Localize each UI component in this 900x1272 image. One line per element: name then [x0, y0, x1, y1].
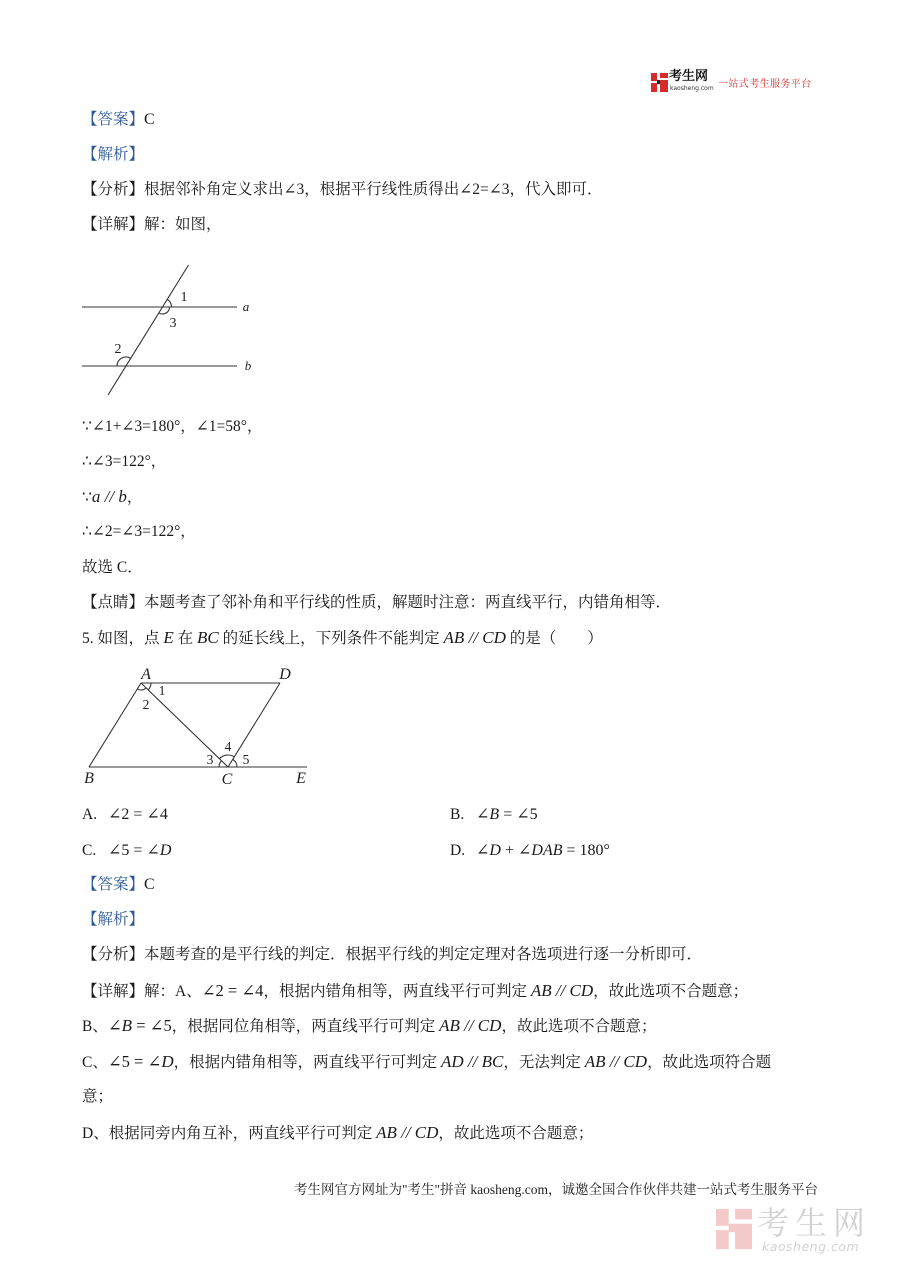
q5-detail-c [82, 1052, 771, 1072]
q5-detail-d [82, 1123, 593, 1143]
q4-xiangjie [82, 215, 222, 235]
math-var: b [118, 487, 127, 506]
q4-fenxi [82, 180, 602, 200]
q4-step-4: ∴∠2=∠3=122°， [82, 523, 196, 540]
label-angle-1: 1 [158, 683, 166, 698]
option-b [450, 805, 538, 825]
label-angle-1: 1 [180, 290, 188, 305]
parallel-symbol: // [100, 487, 119, 506]
segment-ac [141, 683, 228, 767]
because-symbol: ∵ [82, 489, 92, 506]
label-line-a: a [242, 299, 250, 314]
math-var: DAB [531, 842, 563, 859]
math-var: E [163, 628, 174, 647]
math-var: B [121, 1016, 133, 1035]
figure-parallelogram [80, 660, 320, 790]
watermark-name: 考生网 [757, 1204, 872, 1242]
label-angle-3: 3 [169, 316, 177, 331]
fenxi-text: 本题考查的是平行线的判定．根据平行线的判定定理对各选项进行逐一分析即可． [144, 946, 703, 963]
option-expression [476, 806, 538, 823]
xiangjie-label: 【详解】 [82, 216, 145, 233]
text-segment: 在 [173, 630, 198, 647]
q5-stem [82, 628, 603, 648]
math-var: BC [197, 628, 219, 647]
text-segment: ， [126, 489, 143, 506]
answer-label: 【答案】 [82, 876, 145, 893]
text-segment: D、根据同旁内角互补，两直线平行可判定 [82, 1125, 377, 1142]
math-expression: ∠5 = ∠ [107, 1052, 162, 1071]
text-segment: = ∠5 [499, 806, 538, 823]
page-footer: 考生网官方网址为"考生"拼音 kaosheng.com，诚邀全国合作伙伴共建一站式考生服务平台 [293, 1182, 818, 1197]
math-var: B [489, 806, 500, 823]
header-logo-name: 考生网 [669, 69, 709, 84]
math-var: D [159, 842, 172, 859]
math-var: a [91, 487, 101, 506]
option-letter: A. [82, 806, 98, 823]
option-d [450, 841, 610, 861]
math-expression: AB // CD [376, 1123, 439, 1142]
text-segment: ，根据内错角相等，两直线平行可判定 [173, 1054, 441, 1071]
segment-dc [228, 683, 280, 767]
point-e-label: E [296, 770, 306, 787]
point-c-label: C [221, 771, 233, 788]
fenxi-label: 【分析】 [82, 181, 145, 198]
label-angle-2: 2 [114, 342, 122, 357]
option-expression [476, 842, 610, 859]
text-segment: C、 [82, 1054, 108, 1071]
arc-angle-5 [233, 759, 237, 767]
text-segment: ∠5 = ∠ [108, 842, 160, 859]
q5-detail-a [82, 981, 748, 1001]
text-segment: ，根据同位角相等，两直线平行可判定 [171, 1018, 440, 1035]
q4-jiexi-heading: 【解析】 [82, 146, 145, 163]
option-letter: B. [450, 806, 465, 823]
option-c [82, 841, 171, 861]
watermark-logo-icon [716, 1206, 752, 1252]
text-segment: ，故此选项不合题意； [501, 1018, 657, 1035]
dianjing-label: 【点睛】 [82, 594, 145, 611]
text-segment: + ∠ [500, 842, 532, 859]
answer-value: C [144, 111, 155, 128]
text-segment: = 180° [562, 842, 610, 859]
arc-angle-1 [148, 683, 151, 690]
arc-angle-3 [219, 761, 222, 767]
text-segment: ∠ [476, 806, 490, 823]
q5-detail-b [82, 1016, 656, 1036]
answer-label: 【答案】 [82, 111, 145, 128]
label-angle-4: 4 [224, 739, 232, 754]
q5-fenxi [82, 945, 702, 965]
point-d-label: D [279, 666, 291, 683]
q5-jiexi-heading: 【解析】 [82, 911, 145, 928]
q4-step-1: ∵∠1+∠3=180°，∠1=58°， [82, 418, 263, 435]
fenxi-label: 【分析】 [82, 946, 145, 963]
segment-ab [89, 683, 141, 767]
option-a [82, 805, 168, 825]
q4-conclusion: 故选 C． [82, 559, 143, 576]
math-expression: AB // CD [530, 981, 594, 1000]
arc-angle-1 [167, 299, 171, 307]
xiangjie-label: 【详解】 [82, 983, 145, 1000]
option-expression [108, 842, 171, 859]
math-expression: AB // CD [439, 1016, 502, 1035]
math-expression: ∠ [107, 1016, 122, 1035]
dianjing-text: 本题考查了邻补角和平行线的性质，解题时注意：两直线平行，内错角相等． [144, 594, 672, 611]
text-segment: B、 [82, 1018, 108, 1035]
point-a-label: A [141, 666, 151, 683]
q5-detail-c-wrap: 意； [82, 1088, 114, 1105]
arc-angle-4 [219, 755, 234, 759]
figure-parallel-lines [76, 258, 266, 403]
header-slogan: 一站式考生服务平台 [718, 79, 812, 90]
math-var: AB // CD [443, 628, 506, 647]
text-segment: 的是（ ） [505, 630, 603, 647]
text-segment: ∠ [476, 842, 490, 859]
option-letter: D. [450, 842, 466, 859]
arc-angle-2 [137, 688, 146, 690]
fenxi-text: 根据邻补角定义求出∠3，根据平行线性质得出∠2=∠3，代入即可． [144, 181, 603, 198]
q4-step-3 [82, 487, 142, 507]
math-expression: = ∠5 [132, 1016, 172, 1035]
kaosheng-logo-icon [651, 73, 668, 92]
math-expression: AB // CD [584, 1052, 648, 1071]
text-segment: ，故此选项符合题 [647, 1054, 772, 1071]
math-var: D [489, 842, 501, 859]
watermark-domain: kaosheng.com [762, 1239, 860, 1254]
q5-answer [82, 875, 155, 895]
xiangjie-text: 解：如图， [144, 216, 222, 233]
q4-step-2: ∴∠3=122°， [82, 453, 167, 470]
header-logo-domain: kaosheng.com [670, 85, 714, 92]
option-expression: ∠2 = ∠4 [108, 806, 168, 823]
text-segment: ，故此选项不合题意； [438, 1125, 594, 1142]
text-segment: 解：A、 [144, 983, 202, 1000]
math-var: D [161, 1052, 174, 1071]
math-expression: ∠2 = ∠4 [201, 981, 264, 1000]
text-segment: ，故此选项不合题意； [593, 983, 749, 1000]
q4-dianjing [82, 593, 671, 613]
q4-answer [82, 110, 155, 130]
text-segment: ，根据内错角相等，两直线平行可判定 [263, 983, 531, 1000]
option-letter: C. [82, 842, 97, 859]
math-expression: AD // BC [440, 1052, 504, 1071]
label-angle-3: 3 [206, 752, 214, 767]
label-angle-5: 5 [242, 752, 250, 767]
text-segment: 5. 如图，点 [82, 630, 164, 647]
text-segment: 的延长线上，下列条件不能判定 [218, 630, 444, 647]
point-b-label: B [84, 770, 94, 787]
label-angle-2: 2 [142, 697, 150, 712]
text-segment: ，无法判定 [503, 1054, 585, 1071]
answer-value: C [144, 876, 155, 893]
label-line-b: b [244, 358, 252, 373]
